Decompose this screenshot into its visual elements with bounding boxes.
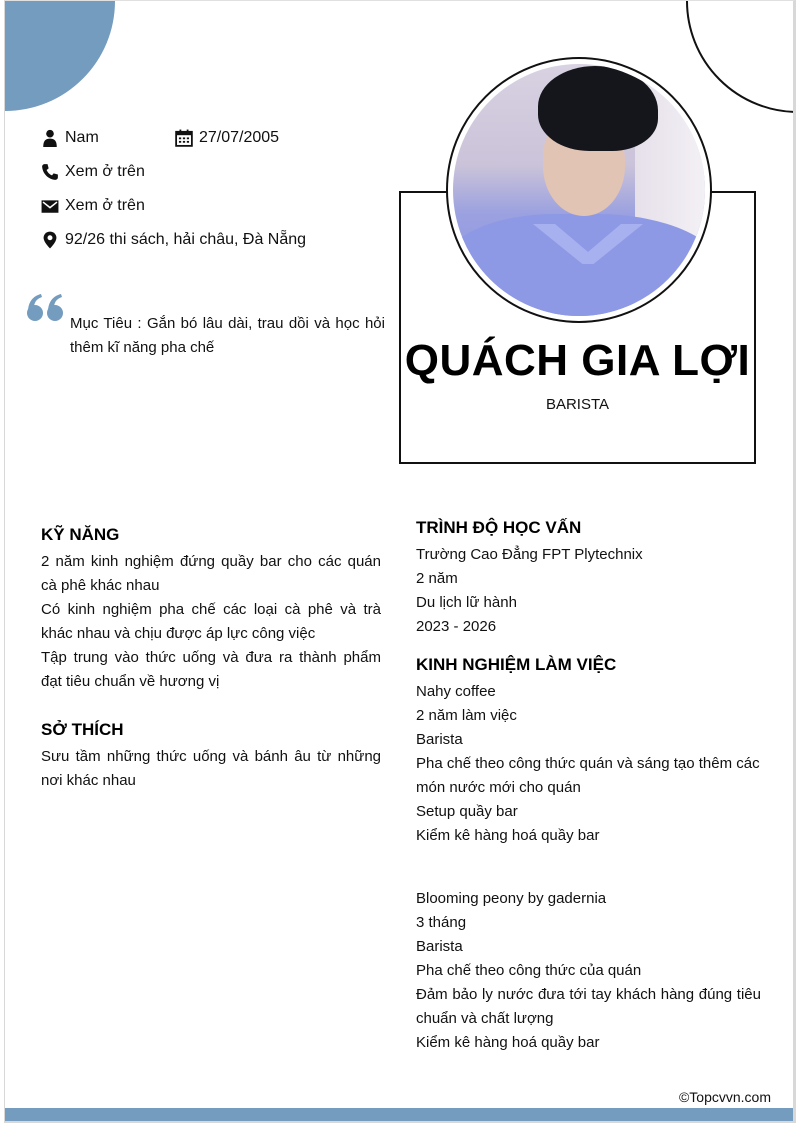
hobbies-section — [41, 718, 381, 793]
address-row — [41, 231, 306, 249]
decorative-blue-circle — [4, 0, 115, 111]
job-position: Barista — [416, 938, 463, 955]
job-task: Kiểm kê hàng hoá quầy bar — [416, 1034, 600, 1051]
profile-photo — [453, 64, 705, 316]
job-duration: 2 năm làm việc — [416, 707, 517, 724]
job-position: Barista — [416, 731, 463, 748]
map-pin-icon — [41, 231, 59, 249]
experience-heading: KINH NGHIỆM LÀM VIỆC — [416, 655, 617, 674]
skills-section — [41, 523, 381, 694]
job-task: Setup quầy bar — [416, 803, 518, 820]
job-company: Blooming peony by gadernia — [416, 890, 607, 907]
address-value: 92/26 thi sách, hải châu, Đà Nẵng — [65, 231, 307, 248]
education-duration: 2 năm — [416, 570, 458, 587]
skills-heading: KỸ NĂNG — [41, 525, 120, 544]
gender-value: Nam — [65, 129, 99, 146]
envelope-icon — [41, 197, 59, 215]
footer-bar — [5, 1108, 793, 1122]
candidate-title: BARISTA — [545, 396, 610, 413]
email-value: Xem ở trên — [65, 197, 145, 214]
phone-value: Xem ở trên — [65, 163, 145, 180]
education-period: 2023 - 2026 — [416, 618, 497, 635]
skill-item: Tập trung vào thức uống và đưa ra thành phẩm đạt tiêu chuẩn về hương vị — [41, 649, 381, 690]
education-section — [416, 516, 761, 639]
cv-page — [4, 0, 796, 1123]
career-objective: Mục Tiêu : Gắn bó lâu dài, trau dồi và học hỏi thêm kĩ năng pha chế — [70, 315, 385, 356]
birthday-value: 27/07/2005 — [199, 129, 280, 146]
hobbies-text: Sưu tầm những thức uống và bánh âu từ những nơi khác nhau — [41, 748, 381, 789]
phone-icon — [41, 163, 59, 181]
job-company: Nahy coffee — [416, 683, 496, 700]
skill-item: 2 năm kinh nghiệm đứng quầy bar cho các quán cà phê khác nhau — [41, 553, 381, 594]
candidate-name: QUÁCH GIA LỢI — [404, 336, 751, 385]
hobbies-heading: SỞ THÍCH — [41, 720, 124, 739]
job-task: Pha chế theo công thức của quán — [416, 962, 642, 979]
email-row — [41, 197, 145, 215]
education-major: Du lịch lữ hành — [416, 594, 517, 611]
calendar-icon — [175, 129, 193, 147]
job-duration: 3 tháng — [416, 914, 467, 931]
footer-credit: ©Topcvvn.com — [678, 1089, 771, 1105]
education-school: Trường Cao Đẳng FPT Plytechnix — [416, 546, 643, 563]
job-task: Pha chế theo công thức quán và sáng tạo thêm các món nước mới cho quán — [416, 755, 760, 796]
experience-section — [416, 653, 761, 1055]
gender-row — [41, 129, 99, 147]
experience-entry — [416, 887, 761, 1055]
quote-icon — [26, 293, 64, 323]
person-icon — [41, 129, 59, 147]
education-heading: TRÌNH ĐỘ HỌC VẤN — [416, 518, 582, 537]
job-task: Đảm bảo ly nước đưa tới tay khách hàng đúng tiêu chuẩn và chất lượng — [416, 986, 761, 1027]
experience-entry — [416, 680, 761, 848]
phone-row — [41, 163, 145, 181]
skill-item: Có kinh nghiệm pha chế các loại cà phê và trà khác nhau và chịu được áp lực công việc — [41, 601, 381, 642]
job-task: Kiểm kê hàng hoá quầy bar — [416, 827, 600, 844]
birthday-row — [175, 129, 279, 147]
